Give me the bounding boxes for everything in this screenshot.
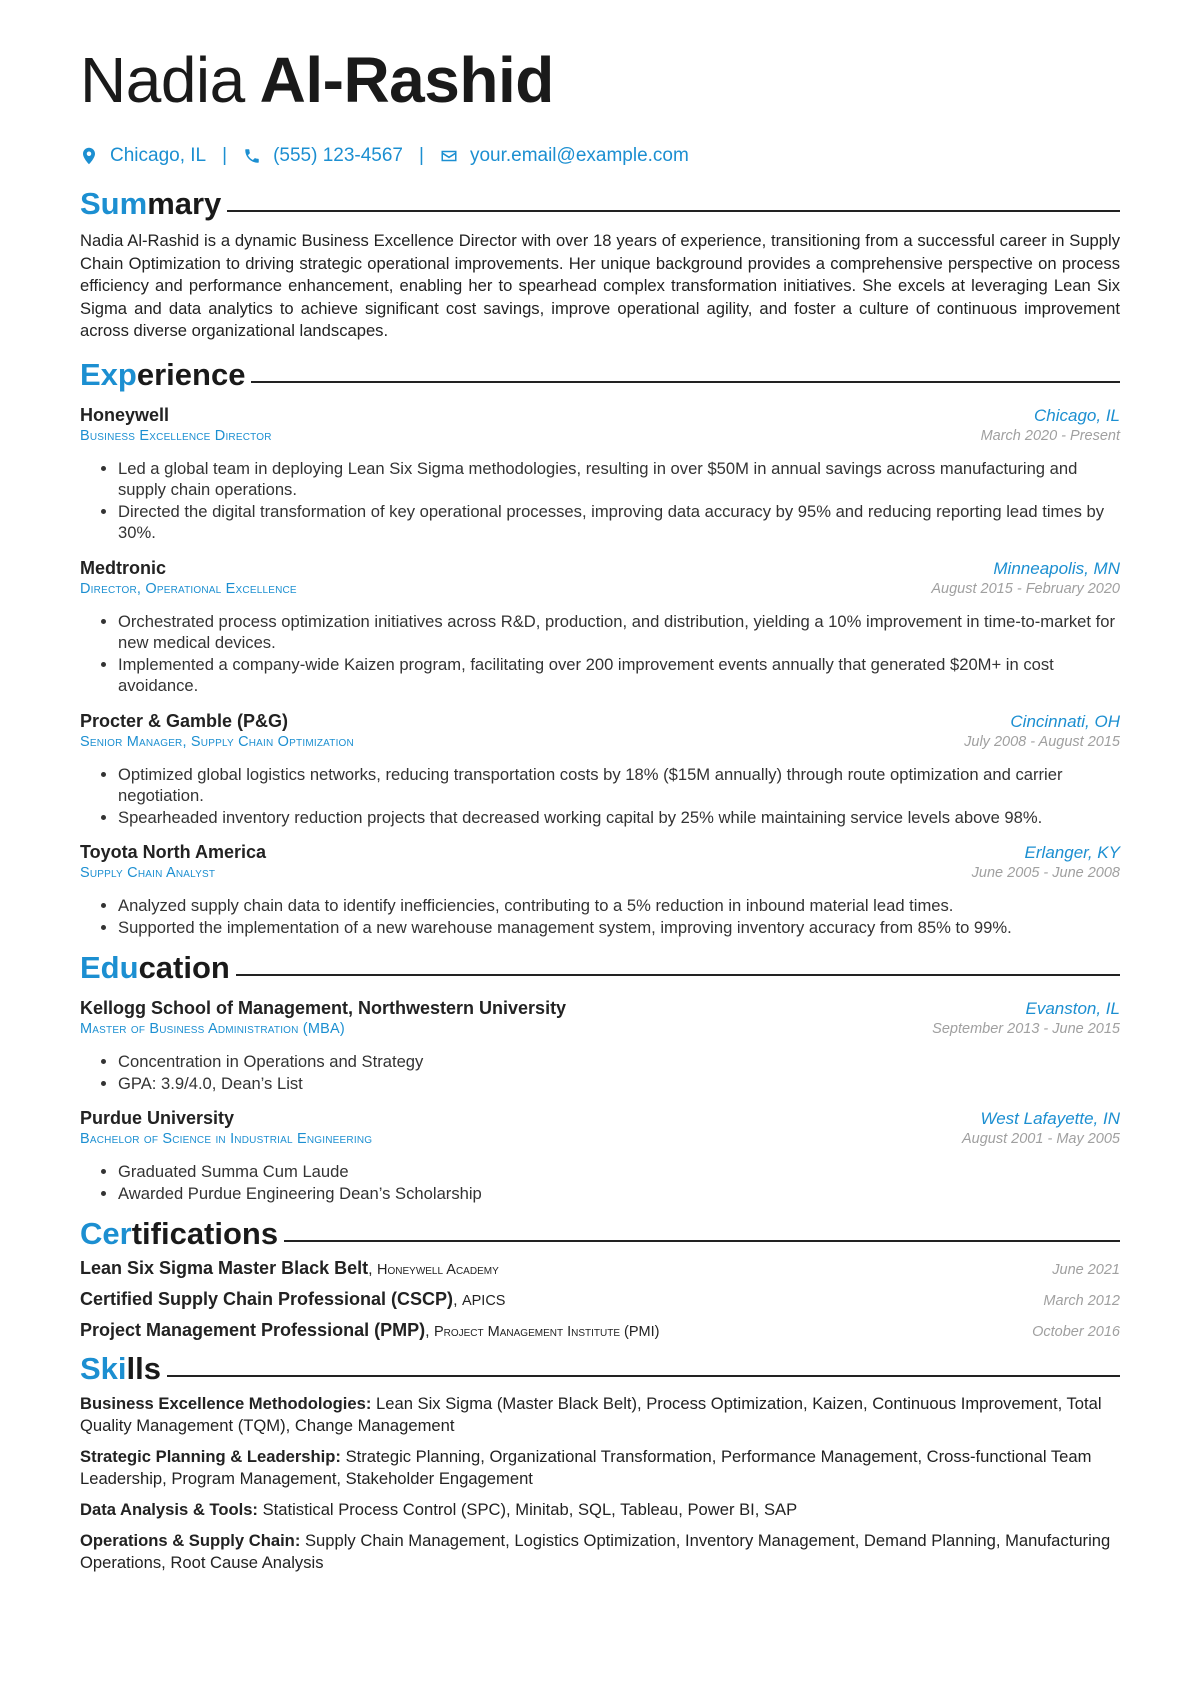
degree: Bachelor of Science in Industrial Engineering: [80, 1131, 373, 1148]
cert-name: Project Management Professional (PMP): [80, 1320, 426, 1341]
cert-date: October 2016: [1032, 1324, 1120, 1341]
job-title: Business Excellence Director: [80, 427, 272, 444]
section-rule: [251, 381, 1120, 383]
phone-icon: [243, 147, 261, 165]
bullet-list: [80, 895, 1120, 938]
section-skills-title: [80, 1349, 1120, 1389]
bullet-item: • Awarded Purdue Engineering Dean’s Scholarship: [118, 1183, 1120, 1205]
certifications-list: [80, 1258, 1120, 1341]
experience-entry: [80, 405, 1120, 544]
entry-location: West Lafayette, IN: [980, 1109, 1120, 1129]
school-name: Kellogg School of Management, Northwestern University: [80, 998, 567, 1019]
email-link[interactable]: your.email@example.com: [469, 145, 689, 166]
company-name: Procter & Gamble (P&G): [80, 710, 289, 731]
entry-location: Evanston, IL: [1025, 999, 1120, 1019]
certification-item: Certified Supply Chain Professional (CSCP), APICS March 2012: [80, 1289, 1120, 1310]
section-experience-title: [80, 355, 1120, 395]
phone-text: (555) 123-4567: [273, 145, 403, 166]
contact-email[interactable]: [440, 145, 689, 167]
section-heading: Certifications: [80, 1216, 279, 1252]
bullet-list: [80, 611, 1120, 697]
section-heading: Summary: [80, 186, 222, 221]
separator: |: [222, 145, 228, 166]
certification-item: Project Management Professional (PMP), Project Management Institute (PMI) October 2016: [80, 1320, 1120, 1341]
company-name: Medtronic: [80, 557, 167, 578]
map-pin-icon: [80, 147, 98, 165]
section-summary-title: [80, 184, 1120, 224]
cert-date: June 2021: [1052, 1262, 1120, 1279]
bullet-item: • Graduated Summa Cum Laude: [118, 1161, 1120, 1183]
section-certifications-title: [80, 1214, 1120, 1254]
bullet-item: • Analyzed supply chain data to identify inefficiencies, contributing to a 5% reduction in inbound material lead times.: [118, 895, 1120, 917]
separator: |: [419, 145, 424, 166]
bullet-item: • Implemented a company-wide Kaizen program, facilitating over 200 improvement events annually that generated $20M+ in cost avoidance.: [118, 654, 1120, 697]
bullet-list: [80, 458, 1120, 544]
bullet-list: [80, 1051, 1120, 1094]
skill-items: Lean Six Sigma (Master Black Belt), Process Optimization, Kaizen, Continuous Improvement, Total Quality Management (TQM), Change Management: [80, 1394, 1102, 1436]
company-name: Toyota North America: [80, 842, 267, 863]
section-heading: Experience: [80, 356, 246, 392]
bullet-item: • Supported the implementation of a new warehouse management system, improving inventory accuracy from 85% to 99%.: [118, 917, 1120, 939]
skill-items: Supply Chain Management, Logistics Optimization, Inventory Management, Demand Planning, Manufacturing Operations, Root Cause Analysis: [80, 1531, 1111, 1573]
entry-location: Minneapolis, MN: [993, 558, 1120, 578]
job-title: Supply Chain Analyst: [80, 865, 216, 882]
bullet-item: • GPA: 3.9/4.0, Dean’s List: [118, 1073, 1120, 1095]
skill-group: [80, 1530, 1120, 1574]
contact-line: [80, 142, 1120, 170]
skill-category: Data Analysis & Tools:: [80, 1500, 258, 1520]
skill-items: Statistical Process Control (SPC), Minitab, SQL, Tableau, Power BI, SAP: [262, 1500, 798, 1520]
entry-dates: March 2020 - Present: [980, 427, 1120, 444]
entry-dates: August 2001 - May 2005: [962, 1131, 1120, 1148]
skill-items: Strategic Planning, Organizational Transformation, Performance Management, Cross-functional Team Leadership, Program Management, Stakeholder Engagement: [80, 1447, 1092, 1489]
experience-entry: [80, 842, 1120, 938]
summary-text: Nadia Al-Rashid is a dynamic Business Excellence Director with over 18 years of experience, transitioning from a successful career in Supply Chain Optimization to driving strategic operational improvements. Her unique background provides a comprehensive perspective on process efficiency and performance enhancement, enabling her to spearhead complex transformation initiatives. She excels at leveraging Lean Six Sigma and data analytics to achieve significant cost savings, improve operational agility, and foster a culture of continuous improvement across diverse organizational landscapes.: [80, 231, 1120, 341]
skill-group: [80, 1446, 1120, 1490]
bullet-item: • Optimized global logistics networks, reducing transportation costs by 18% ($15M annually) through route optimization and carrier negotiation.: [118, 764, 1120, 807]
envelope-icon: [440, 147, 458, 165]
bullet-item: • Concentration in Operations and Strategy: [118, 1051, 1120, 1073]
skill-group: [80, 1499, 1120, 1521]
cert-issuer: Honeywell Academy: [377, 1262, 499, 1279]
entry-dates: September 2013 - June 2015: [932, 1021, 1120, 1038]
contact-location: [80, 145, 206, 167]
degree: Master of Business Administration (MBA): [80, 1021, 345, 1038]
entry-dates: August 2015 - February 2020: [931, 580, 1120, 597]
bullet-item: • Orchestrated process optimization initiatives across R&D, production, and distribution, yielding a 10% improvement in time-to-market for new medical devices.: [118, 611, 1120, 654]
bullet-item: • Directed the digital transformation of key operational processes, improving data accuracy by 95% and reducing reporting lead times by 30%.: [118, 501, 1120, 544]
cert-name: Certified Supply Chain Professional (CSCP): [80, 1289, 454, 1310]
school-name: Purdue University: [80, 1108, 235, 1129]
section-rule: [167, 1375, 1120, 1377]
entry-dates: June 2005 - June 2008: [971, 865, 1120, 882]
section-education-title: [80, 948, 1120, 988]
first-name: Nadia: [80, 44, 245, 116]
section-rule: [227, 210, 1120, 212]
last-name: Al-Rashid: [259, 44, 554, 116]
cert-date: March 2012: [1043, 1293, 1120, 1310]
cert-issuer: APICS: [461, 1293, 506, 1310]
skills-list: [80, 1393, 1120, 1574]
skill-category: Business Excellence Methodologies:: [80, 1394, 372, 1414]
skill-group: [80, 1393, 1120, 1437]
company-name: Honeywell: [80, 404, 170, 425]
bullet-list: [80, 1161, 1120, 1204]
skill-category: Strategic Planning & Leadership:: [80, 1447, 341, 1467]
section-rule: [284, 1240, 1120, 1242]
bullet-list: [80, 764, 1120, 829]
skill-category: Operations & Supply Chain:: [80, 1531, 301, 1551]
experience-entry: [80, 558, 1120, 697]
section-heading: Education: [80, 950, 230, 986]
job-title: Director, Operational Excellence: [80, 580, 297, 597]
education-entry: [80, 998, 1120, 1094]
bullet-item: • Spearheaded inventory reduction projects that decreased working capital by 25% while maintaining service levels above 98%.: [118, 807, 1120, 829]
experience-entry: [80, 711, 1120, 829]
bullet-item: • Led a global team in deploying Lean Six Sigma methodologies, resulting in over $50M in annual savings across manufacturing and supply chain operations.: [118, 458, 1120, 501]
candidate-name: [80, 40, 1120, 120]
section-heading: Skills: [80, 1351, 161, 1387]
entry-location: Chicago, IL: [1034, 405, 1120, 425]
entry-location: Erlanger, KY: [1024, 843, 1120, 863]
resume-page: [80, 40, 1120, 1574]
entry-dates: July 2008 - August 2015: [964, 733, 1120, 750]
location-text: Chicago, IL: [110, 145, 207, 166]
education-entry: [80, 1108, 1120, 1204]
contact-phone[interactable]: [243, 145, 403, 167]
cert-issuer: Project Management Institute (PMI): [433, 1324, 660, 1341]
section-rule: [236, 974, 1120, 976]
cert-name: Lean Six Sigma Master Black Belt: [80, 1258, 369, 1279]
job-title: Senior Manager, Supply Chain Optimization: [80, 733, 354, 750]
entry-location: Cincinnati, OH: [1010, 711, 1120, 731]
certification-item: Lean Six Sigma Master Black Belt, Honeywell Academy June 2021: [80, 1258, 1120, 1279]
